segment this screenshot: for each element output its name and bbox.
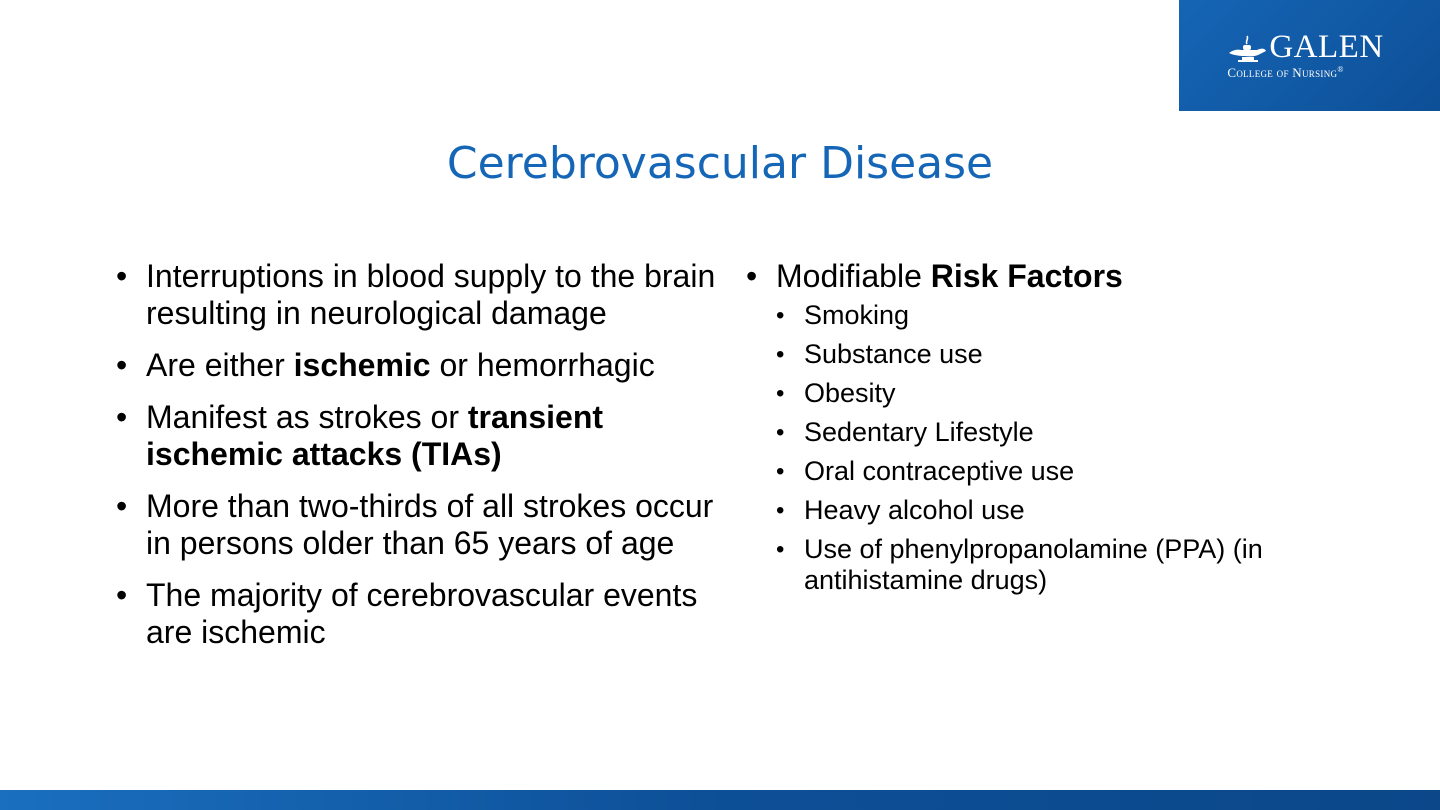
- logo-panel: [1179, 0, 1440, 111]
- logo-wordmark: GALEN: [1269, 28, 1384, 65]
- bullet-item: • Manifest as strokes or transient ischemic attacks (TIAs): [116, 399, 716, 473]
- risk-factors-heading: • Modifiable Risk Factors • Smoking • Substance use • Obesity • Sedentary Lifestyle • Oral contraceptive use • Heavy alcohol use • Use of phenylpropanolamine (PPA) (in antihistamine drugs): [746, 258, 1386, 596]
- bullet-item: • Are either ischemic or hemorrhagic: [116, 347, 716, 384]
- risk-factor-item: • Obesity: [776, 378, 1386, 409]
- risk-factor-item: • Oral contraceptive use: [776, 456, 1386, 487]
- bullet-item: • More than two-thirds of all strokes occur in persons older than 65 years of age: [116, 488, 716, 562]
- slide-title: Cerebrovascular Disease: [446, 138, 994, 189]
- logo-subtitle: College of Nursing®: [1227, 64, 1344, 80]
- logo: [1227, 28, 1384, 81]
- risk-factor-item: • Heavy alcohol use: [776, 495, 1386, 526]
- lamp-icon: [1227, 33, 1267, 63]
- risk-factor-list: [776, 300, 1386, 596]
- risk-factor-item: • Smoking: [776, 300, 1386, 331]
- bottom-accent-bar: [0, 790, 1440, 810]
- left-bullet-list: [116, 258, 716, 666]
- risk-factor-item: • Use of phenylpropanolamine (PPA) (in antihistamine drugs): [776, 534, 1386, 596]
- risk-factor-item: • Sedentary Lifestyle: [776, 417, 1386, 448]
- risk-factor-item: • Substance use: [776, 339, 1386, 370]
- bullet-item: • Interruptions in blood supply to the brain resulting in neurological damage: [116, 258, 716, 332]
- bullet-item: • The majority of cerebrovascular events are ischemic: [116, 577, 716, 651]
- right-bullet-list: [746, 258, 1386, 604]
